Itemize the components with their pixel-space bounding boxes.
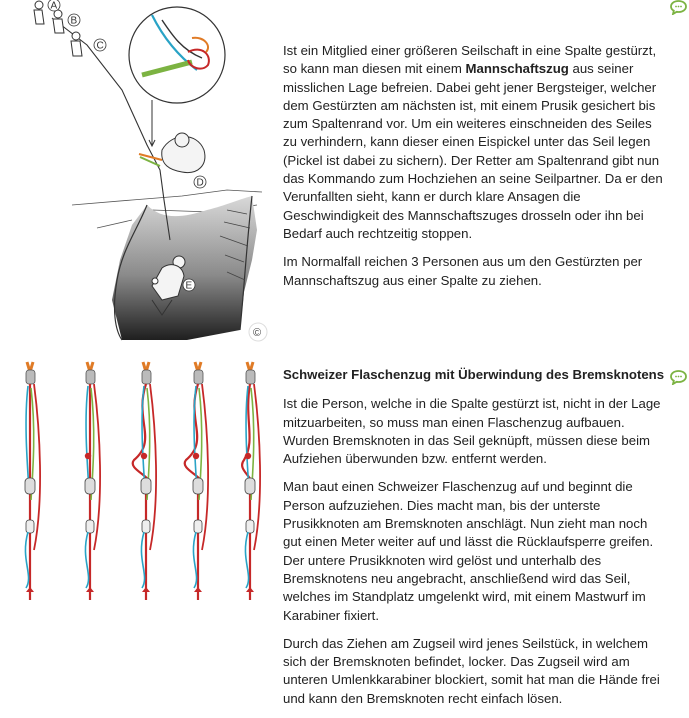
label-b: B xyxy=(70,15,78,27)
label-e: E xyxy=(185,280,193,292)
comment-icon[interactable] xyxy=(670,370,687,385)
section-heading: Schweizer Flaschenzug mit Überwindung des Bremsknotens xyxy=(283,367,665,382)
pulley-panel xyxy=(185,362,208,600)
paragraph: Durch das Ziehen am Zugseil wird jenes Seilstück, in welchem sich der Bremsknoten befindet, locker. Das Zugseil wird am unteren Umlenkkarabiner blockiert, somit hat man die Hände frei und kann den Bremsknoten recht einfach lösen. xyxy=(283,635,660,706)
pulley-panel xyxy=(133,362,156,600)
label-d: D xyxy=(196,177,204,189)
paragraph: Man baut einen Schweizer Flaschenzug auf und beginnt die Person aufzuziehen. Dies macht man, bis der unterste Prusikknoten am Bremsknoten anschlägt. Nun zieht man noch gut einen Meter weiter auf und lässt die Rücklaufsperre greifen. Der untere Prusikknoten wird gelöst und unterhalb des Bremsknotens neu angebracht, anschließend wird das Seil, welches im Standplatz umgelenkt wird, mit einem Mastwurf im Karabiner fixiert. xyxy=(283,479,654,623)
section-schweizer-flaschenzug xyxy=(283,366,665,718)
section-mannschaftszug xyxy=(283,42,665,300)
pulley-panel xyxy=(85,362,100,600)
paragraph: Ist die Person, welche in die Spalte gestürzt ist, nicht in der Lage mitzuarbeiten, so muss man einen Flaschenzug aufbauen. Wurden Bremsknoten in das Seil geknüpft, müssen diese beim Aufziehen überwunden bzw. entfernt werden. xyxy=(283,396,661,467)
label-c: C xyxy=(96,40,104,52)
crevasse-rescue-illustration xyxy=(12,0,272,345)
label-a: A xyxy=(50,0,58,12)
copyright-mark: © xyxy=(253,327,262,339)
comment-icon[interactable] xyxy=(670,0,687,15)
pulley-panel xyxy=(25,362,40,600)
paragraph: Ist ein Mitglied einer größeren Seilschaft in eine Spalte gestürzt, so kann man diesen mit einem Mannschaftszug aus seiner misslichen Lage befreien. Dabei geht jener Bergsteiger, welcher dem Gestürzten am nächsten ist, mit einem Prusik gesichert bis zum Spaltenrand vor. Um ein weiteres einschneiden des Seiles zu verhindern, kann dieser einen Eispickel unter das Seil legen (Pickel ist dabei zu sichern). Der Retter am Spaltenrand gibt nun das Kommando zum Hochziehen an seine Seilpartner. Da er den Verunfallten sieht, kann er durch klare Ansagen die Geschwindigkeit des Mannschaftszuges drosseln oder ihn bei Bedarf auch rechtzeitig stoppen. xyxy=(283,43,663,241)
pulley-panel xyxy=(242,362,260,600)
pulley-system-sequence-illustration xyxy=(18,360,270,615)
paragraph: Im Normalfall reichen 3 Personen aus um den Gestürzten per Mannschaftszug aus einer Spalte zu ziehen. xyxy=(283,254,643,288)
